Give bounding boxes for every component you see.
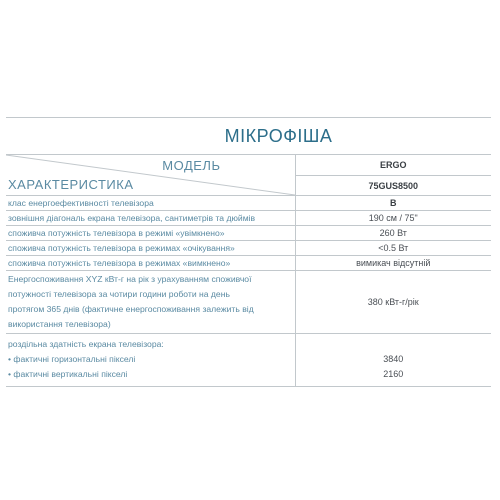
row-power-on bbox=[6, 226, 491, 241]
resolution-label bbox=[6, 334, 295, 387]
resolution-values bbox=[295, 334, 491, 387]
row-value: B bbox=[295, 196, 491, 211]
row-label: клас енергоефективності телевізора bbox=[6, 196, 295, 211]
header-diagonal-cell bbox=[6, 155, 295, 196]
row-power-standby bbox=[6, 241, 491, 256]
row-value: 190 см / 75" bbox=[295, 211, 491, 226]
energy-label-line: використання телевізора) bbox=[8, 319, 111, 329]
vertical-pixels-value: 2160 bbox=[383, 369, 404, 379]
row-label: споживча потужність телевізора в режимах «очікування» bbox=[6, 241, 295, 256]
row-label: споживча потужність телевізора в режимах «вимкнено» bbox=[6, 256, 295, 271]
energy-label-line: протягом 365 днів (фактичне енергоспоживання залежить від bbox=[8, 304, 254, 314]
row-energy-consumption bbox=[6, 271, 491, 334]
row-value: вимикач відсутній bbox=[295, 256, 491, 271]
row-label: споживча потужність телевізора в режимі «увімкнено» bbox=[6, 226, 295, 241]
page-title: МІКРОФІША bbox=[6, 118, 491, 155]
row-label: зовнішня діагональ екрана телевізора, сантиметрів та дюймів bbox=[6, 211, 295, 226]
energy-value: 380 кВт-г/рік bbox=[295, 271, 491, 334]
row-value: 260 Вт bbox=[295, 226, 491, 241]
energy-label-line: потужності телевізора за чотири години роботи на день bbox=[8, 289, 230, 299]
model-code: 75GUS8500 bbox=[295, 176, 491, 196]
resolution-heading: роздільна здатність екрана телевізора: bbox=[8, 339, 164, 349]
energy-label-line: Енергоспоживання XYZ кВт-г на рік з урахуванням споживчої bbox=[8, 274, 252, 284]
brand-name: ERGO bbox=[295, 155, 491, 176]
horizontal-pixels-value: 3840 bbox=[383, 354, 404, 364]
resolution-item-label: • фактичні вертикальні пікселі bbox=[8, 369, 128, 379]
row-energy-class bbox=[6, 196, 491, 211]
energy-label bbox=[6, 271, 295, 334]
row-value: <0.5 Вт bbox=[295, 241, 491, 256]
row-resolution bbox=[6, 334, 491, 387]
microfiche-table bbox=[6, 117, 491, 387]
row-diagonal bbox=[6, 211, 491, 226]
model-label: МОДЕЛЬ bbox=[162, 158, 221, 173]
characteristic-label: ХАРАКТЕРИСТИКА bbox=[8, 177, 134, 192]
resolution-item-label: • фактичні горизонтальні пікселі bbox=[8, 354, 136, 364]
row-power-off bbox=[6, 256, 491, 271]
